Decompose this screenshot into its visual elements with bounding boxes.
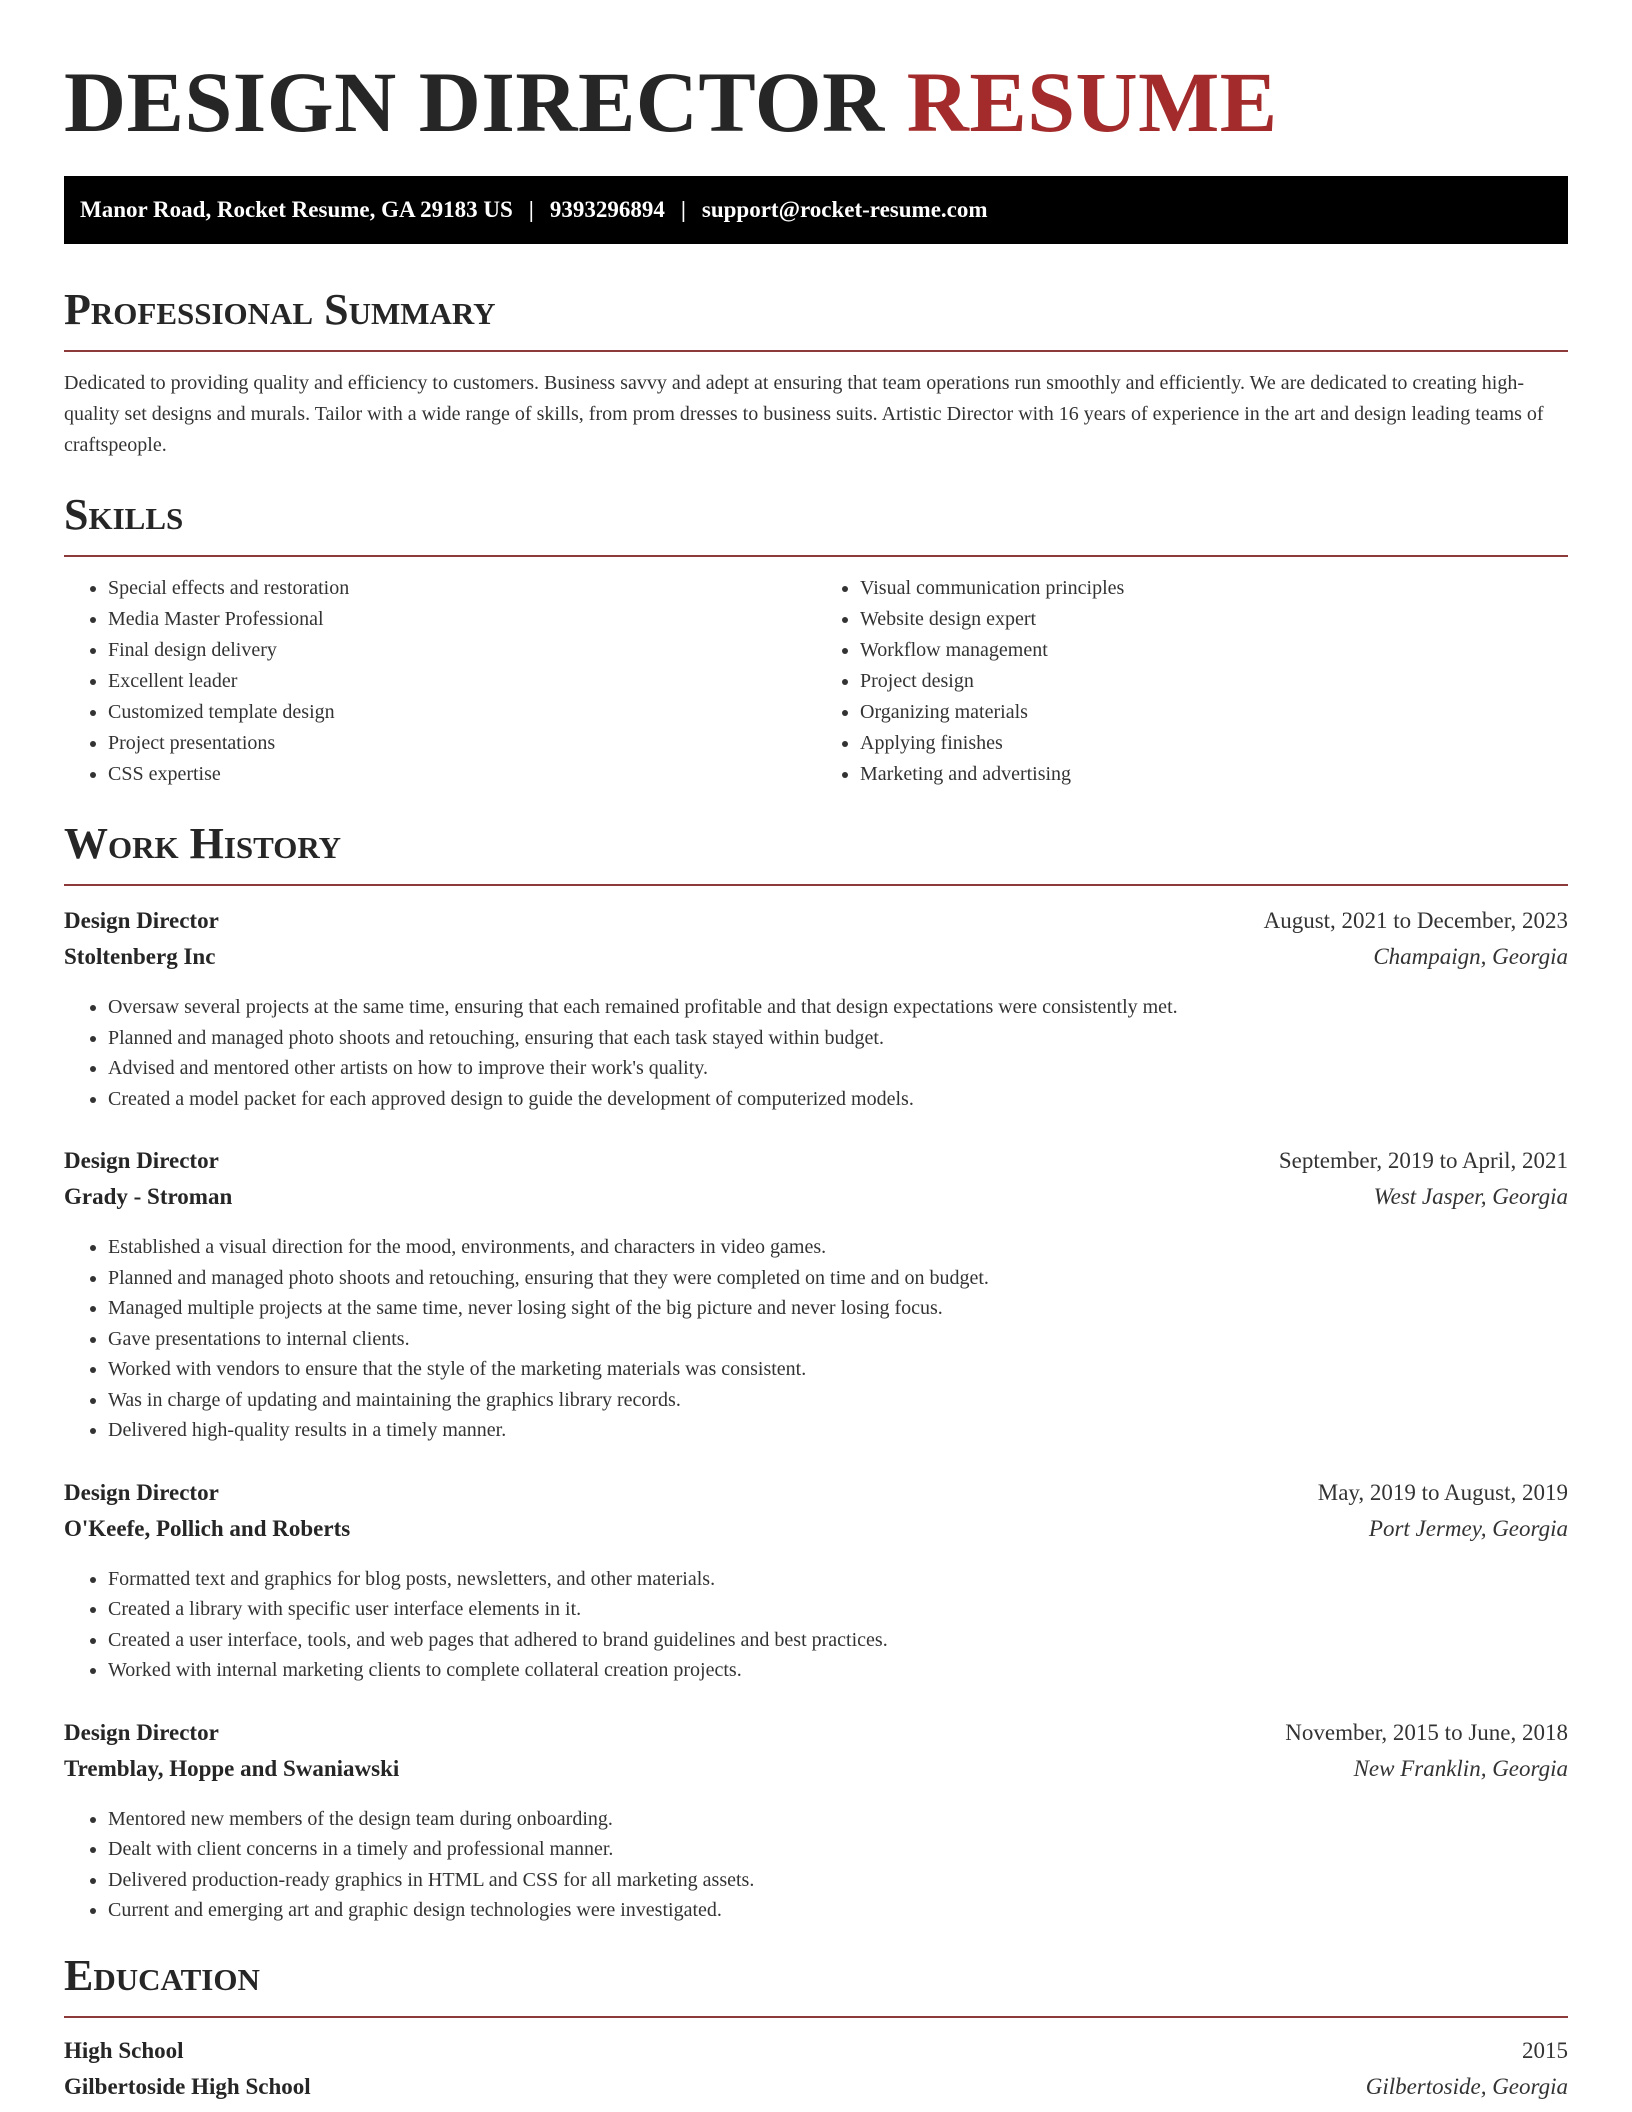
job-company-row [64,1516,1568,1552]
skill-item: • Excellent leader [108,666,816,697]
resume-title [64,0,1568,152]
job-bullet: • Current and emerging art and graphic design technologies were investigated. [108,1895,1568,1926]
skill-item: • Project design [860,666,1568,697]
skill-item: • Applying finishes [860,728,1568,759]
job-bullet: • Delivered high-quality results in a timely manner. [108,1415,1568,1446]
job-location: Champaign, Georgia [1373,944,1568,969]
skill-item: • Organizing materials [860,697,1568,728]
skill-item: • Marketing and advertising [860,759,1568,790]
education-entry [64,2038,1568,2110]
job-company-row [64,1184,1568,1220]
summary-heading: Professional Summary [64,284,1568,352]
contact-separator: | [528,197,534,222]
job-bullet: • Created a user interface, tools, and web pages that adhered to brand guidelines and best practices. [108,1625,1568,1656]
job-header-row [64,1480,1568,1516]
job-company: Stoltenberg Inc [64,944,216,969]
job-bullet: • Delivered production-ready graphics in HTML and CSS for all marketing assets. [108,1865,1568,1896]
job-bullet: • Dealt with client concerns in a timely and professional manner. [108,1834,1568,1865]
education-school: Gilbertoside High School [64,2073,311,2099]
job-title: Design Director [64,1719,219,1745]
contact-address: Manor Road, Rocket Resume, GA 29183 US [80,197,513,222]
job-company: Grady - Stroman [64,1184,233,1209]
job-company-row [64,944,1568,980]
job-bullet: • Managed multiple projects at the same time, never losing sight of the big picture and never losing focus. [108,1293,1568,1324]
job-entry [64,1720,1568,1926]
job-bullet: • Advised and mentored other artists on how to improve their work's quality. [108,1053,1568,1084]
job-bullet: • Formatted text and graphics for blog posts, newsletters, and other materials. [108,1564,1568,1595]
job-title: Design Director [64,1148,219,1173]
job-title: Design Director [64,908,219,933]
job-bullet: • Mentored new members of the design team during onboarding. [108,1804,1568,1835]
job-bullets [64,1232,1568,1446]
job-bullet: • Established a visual direction for the mood, environments, and characters in video games. [108,1232,1568,1263]
job-bullet: • Created a model packet for each approved design to guide the development of computerized models. [108,1084,1568,1115]
education-location: Gilbertoside, Georgia [1365,2073,1568,2099]
job-company: O'Keefe, Pollich and Roberts [64,1515,351,1541]
job-bullet: • Worked with vendors to ensure that the style of the marketing materials was consistent. [108,1354,1568,1385]
skills-heading: Skills [64,489,1568,557]
job-bullets [64,1804,1568,1926]
skill-item: • CSS expertise [108,759,816,790]
skill-item: • Special effects and restoration [108,573,816,604]
contact-separator: | [680,197,686,222]
skills-list [64,573,1568,790]
job-entry [64,1148,1568,1446]
education-degree: High School [64,2037,184,2063]
job-entry [64,908,1568,1114]
skill-item: • Workflow management [860,635,1568,666]
job-bullet: • Gave presentations to internal clients. [108,1324,1568,1355]
skill-item: • Media Master Professional [108,604,816,635]
job-company: Tremblay, Hoppe and Swaniawski [64,1755,400,1781]
job-bullets [64,992,1568,1114]
job-bullets [64,1564,1568,1686]
job-dates: September, 2019 to April, 2021 [1278,1148,1568,1173]
job-location: West Jasper, Georgia [1373,1184,1568,1209]
skill-item: • Visual communication principles [860,573,1568,604]
job-bullet: • Was in charge of updating and maintaining the graphics library records. [108,1385,1568,1416]
title-accent: RESUME [906,54,1278,150]
job-location: Port Jermey, Georgia [1368,1515,1568,1541]
job-bullet: • Planned and managed photo shoots and retouching, ensuring that they were completed on time and on budget. [108,1263,1568,1294]
job-dates: May, 2019 to August, 2019 [1317,1479,1568,1505]
title-main: DESIGN DIRECTOR [64,54,885,150]
job-entry [64,1480,1568,1686]
education-school-row [64,2074,1568,2110]
education-heading: Education [64,1950,1568,2018]
skills-column-right [816,573,1568,790]
education-header-row [64,2038,1568,2074]
job-dates: August, 2021 to December, 2023 [1263,908,1568,933]
skills-column-left [64,573,816,790]
skill-item: • Project presentations [108,728,816,759]
summary-text: Dedicated to providing quality and efficiency to customers. Business savvy and adept at ensuring that team operations run smoothly and efficiently. We are dedicated to creating high-quality set designs and murals. Tailor with a wide range of skills, from prom dresses to business suits. Artistic Director with 16 years of experience in the art and design leading teams of craftspeople. [64,372,1544,456]
job-company-row [64,1756,1568,1792]
skill-item: • Final design delivery [108,635,816,666]
job-bullet: • Worked with internal marketing clients to complete collateral creation projects. [108,1655,1568,1686]
job-header-row [64,908,1568,944]
education-year: 2015 [1522,2037,1568,2063]
job-dates: November, 2015 to June, 2018 [1285,1719,1568,1745]
contact-phone: 9393296894 [549,197,665,222]
job-header-row [64,1720,1568,1756]
contact-email: support@rocket-resume.com [701,197,988,222]
job-bullet: • Created a library with specific user interface elements in it. [108,1594,1568,1625]
job-bullet: • Planned and managed photo shoots and retouching, ensuring that each task stayed within budget. [108,1023,1568,1054]
contact-bar [64,176,1568,244]
job-header-row [64,1148,1568,1184]
job-bullet: • Oversaw several projects at the same time, ensuring that each remained profitable and that design expectations were consistently met. [108,992,1568,1023]
skill-item: • Customized template design [108,697,816,728]
work-history-heading: Work History [64,818,1568,886]
skill-item: • Website design expert [860,604,1568,635]
job-location: New Franklin, Georgia [1353,1755,1568,1781]
job-title: Design Director [64,1479,219,1505]
